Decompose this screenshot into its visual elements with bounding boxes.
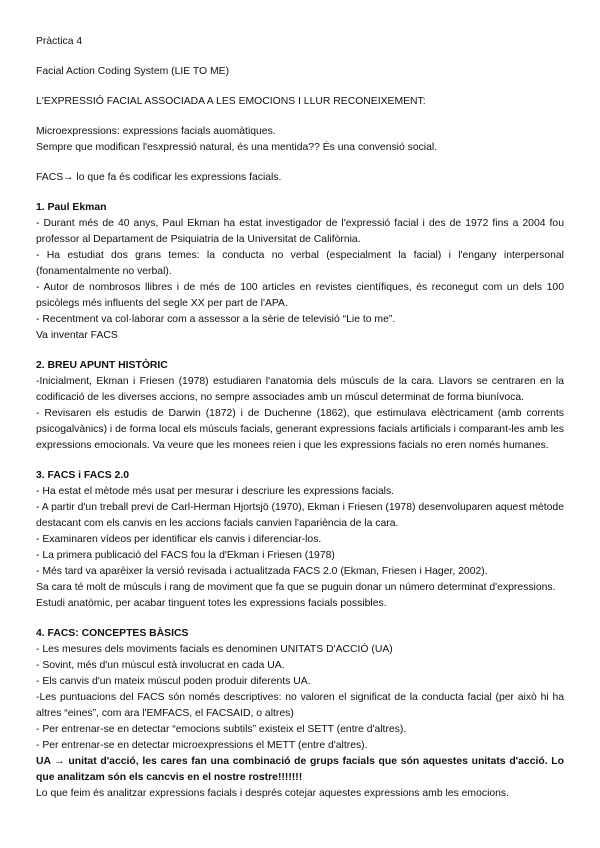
- paragraph: - Sovint, més d'un múscul està involucrat en cada UA.: [36, 660, 285, 671]
- practice-label: Pràctica 4: [36, 36, 83, 47]
- paragraph: -Inicialment, Ekman i Friesen (1978) estudiaren l'anatomia dels músculs de la cara. Llavors se centraren en la codificació de les diverses accions, no sempre associades amb un múscul determinat de forma biunívoca.: [36, 376, 564, 403]
- paragraph: - Les mesures dels moviments facials es denominen UNITATS D'ACCIÓ (UA): [36, 644, 393, 655]
- paragraph: -Les puntuacions del FACS són només descriptives: no valoren el significat de la conducta facial (per això hi ha altres “eines”, com ara l'EMFACS, el FACSAID, o altres): [36, 692, 564, 719]
- section-title: 2. BREU APUNT HISTÒRIC: [36, 360, 168, 371]
- paragraph: - La primera publicació del FACS fou la d'Ekman i Friesen (1978): [36, 550, 335, 561]
- paragraph: - Revisaren els estudis de Darwin (1872) i de Duchenne (1862), que estimulava elèctricament (amb corrents psicogalvànics) i de forma local els músculs facials, generant expressions facials artificials i comparant-les amb les expressions emocionals. Va veure que les monees reien i que les expressions facials no eren només humanes.: [36, 408, 564, 451]
- section-title: 1. Paul Ekman: [36, 202, 107, 213]
- paragraph: - Examinaren vídeos per identificar els canvis i diferenciar-los.: [36, 534, 322, 545]
- paragraph: Va inventar FACS: [36, 330, 118, 341]
- paragraph: - A partir d'un treball previ de Carl-Herman Hjortsjö (1970), Ekman i Friesen (1978) desenvoluparen aquest mètode destacant com els canvis en les accions facials canvien l'apariència de la cara.: [36, 502, 564, 529]
- paragraph: Sa cara té molt de músculs i rang de moviment que fa que se puguin donar un número determinat d'expressions.: [36, 582, 556, 593]
- paragraph: - Per entrenar-se en detectar “emocions subtils” existeix el SETT (entre d'altres).: [36, 724, 407, 735]
- paragraph: - Autor de nombrosos llibres i de més de 100 articles en revistes científiques, és reconegut com un dels 100 psicòlegs més influents del segle XX per part de l'APA.: [36, 282, 564, 309]
- paragraph: - Ha estat el mètode més usat per mesurar i descriure les expressions facials.: [36, 486, 395, 497]
- topic-heading: L'EXPRESSIÓ FACIAL ASSOCIADA A LES EMOCIONS I LLUR RECONEIXEMENT:: [36, 96, 426, 107]
- closing-paragraph: Lo que feim és analitzar expressions facials i després cotejar aquestes expressions amb les emocions.: [36, 788, 510, 799]
- bold-note: UA → unitat d'acció, les cares fan una combinació de grups facials que són aquestes unitats d'acció. Lo que analitzam són els cancvis en el nostre rostre!!!!!!!: [36, 756, 564, 783]
- intro-line-1: Microexpressions: expressions facials auomàtiques.: [36, 126, 276, 137]
- paragraph: - Els canvis d'un mateix múscul poden produir diferents UA.: [36, 676, 311, 687]
- section-title: 3. FACS i FACS 2.0: [36, 470, 129, 481]
- facs-definition: FACS→ lo que fa és codificar les expressions facials.: [36, 172, 282, 183]
- document-subtitle: Facial Action Coding System (LIE TO ME): [36, 66, 230, 77]
- paragraph: Estudi anatòmic, per acabar tinguent totes les expressions facials possibles.: [36, 598, 387, 609]
- paragraph: - Durant més de 40 anys, Paul Ekman ha estat investigador de l'expressió facial i des de 1972 fins a 2004 fou professor al Departament de Psiquiatria de la Universitat de Califòrnia.: [36, 218, 564, 245]
- section-title: 4. FACS: CONCEPTES BÀSICS: [36, 628, 189, 639]
- intro-line-2: Sempre que modifican l'esxpressió natural, és una mentida?? És una convensió social.: [36, 142, 438, 153]
- paragraph: - Per entrenar-se en detectar microexpressions el METT (entre d'altres).: [36, 740, 368, 751]
- paragraph: - Ha estudiat dos grans temes: la conducta no verbal (especialment la facial) i l'engany interpersonal (fonamentalmente no verbal).: [36, 250, 564, 277]
- paragraph: - Recentment va col·laborar com a assessor a la sèrie de televisió “Lie to me”.: [36, 314, 396, 325]
- paragraph: - Més tard va aparèixer la versió revisada i actualitzada FACS 2.0 (Ekman, Friesen i Hager, 2002).: [36, 566, 488, 577]
